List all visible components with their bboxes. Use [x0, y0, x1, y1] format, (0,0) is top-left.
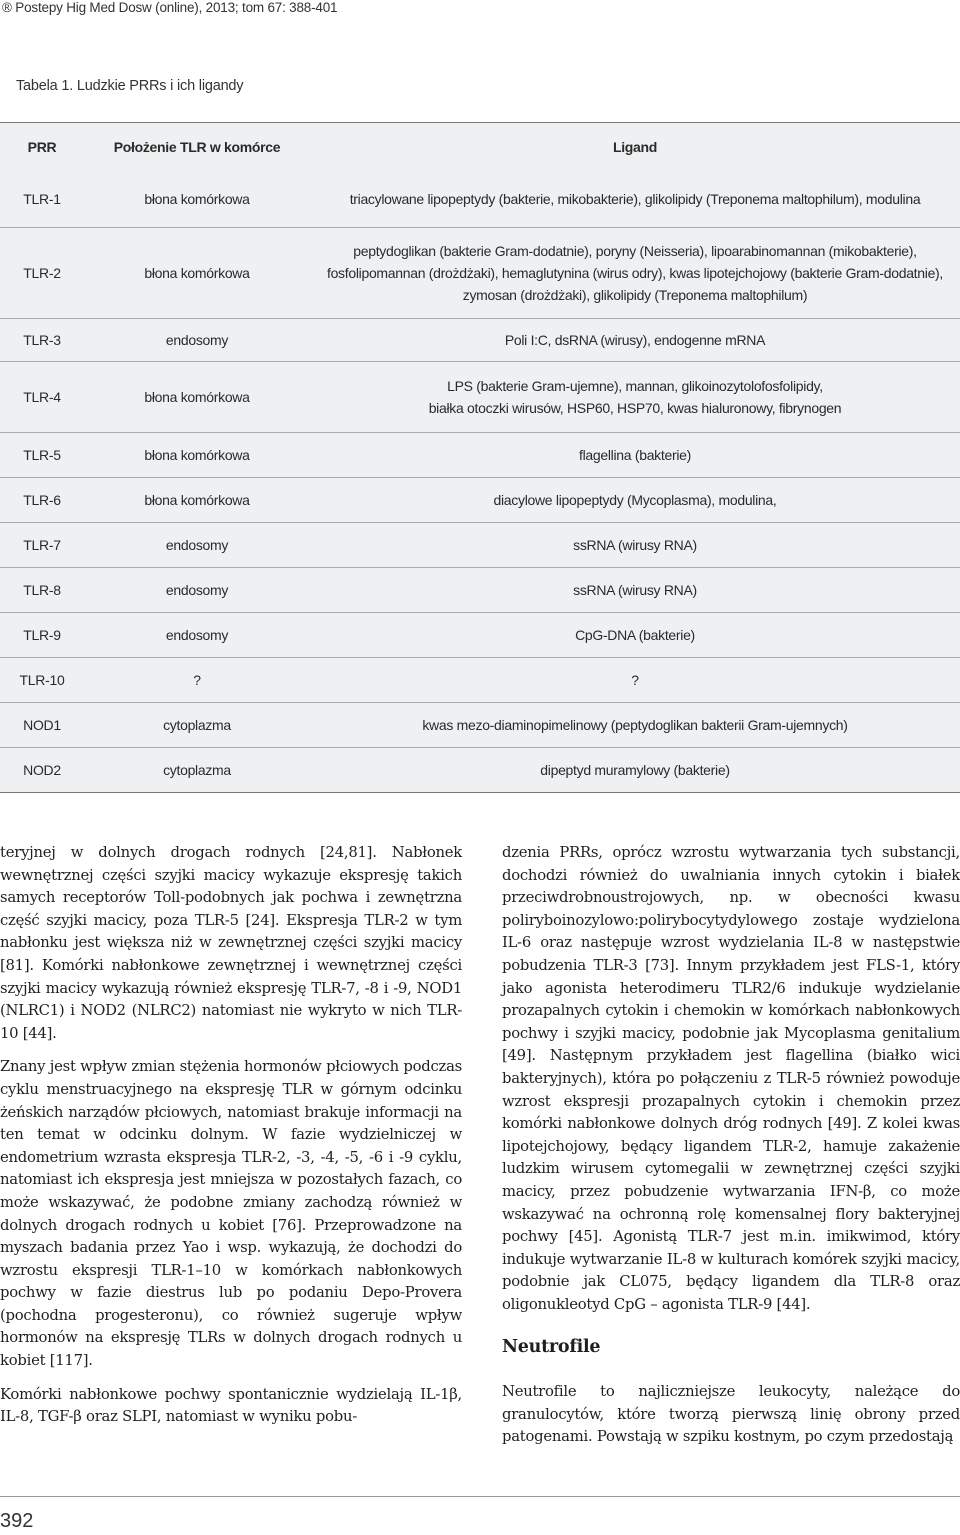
paragraph: Neutrofile to najliczniejsze leukocyty, należące do granulocytów, które tworzą pierwszą linię obrony przed patogenami. Powstają w szpiku kostnym, po czym przedostają — [502, 1383, 960, 1446]
table-row — [0, 612, 960, 657]
column-header-location: Położenie TLR w komórce — [113, 139, 281, 155]
ligand-line: ssRNA (wirusy RNA) — [573, 537, 697, 553]
ligand-line: kwas mezo-diaminopimelinowy (peptydoglikan bakterii Gram-ujemnych) — [422, 717, 848, 733]
cell-location: błona komórkowa — [144, 492, 250, 508]
cell-location: błona komórkowa — [144, 389, 250, 405]
body-column-right — [502, 842, 960, 1449]
table-row — [0, 747, 960, 792]
table-row — [0, 477, 960, 522]
cell-ligand — [310, 444, 960, 466]
cell-prr: NOD2 — [23, 762, 61, 778]
cell-location: ? — [193, 672, 201, 688]
cell-prr: TLR-7 — [23, 537, 61, 553]
cell-ligand — [310, 329, 960, 351]
table-row — [0, 227, 960, 318]
table-header-row — [0, 123, 960, 171]
cell-ligand — [310, 624, 960, 646]
table-row — [0, 171, 960, 227]
cell-prr: TLR-3 — [23, 332, 61, 348]
ligand-line: CpG-DNA (bakterie) — [575, 627, 695, 643]
table-row — [0, 702, 960, 747]
body-column-left — [0, 842, 462, 1429]
cell-prr: NOD1 — [23, 717, 61, 733]
section-heading: Neutrofile — [502, 1337, 601, 1358]
table-row — [0, 657, 960, 702]
journal-header: ® Postepy Hig Med Dosw (online), 2013; tom 67: 388-401 — [2, 0, 338, 15]
cell-prr: TLR-8 — [23, 582, 61, 598]
table-row — [0, 318, 960, 361]
cell-ligand — [310, 669, 960, 691]
table-row — [0, 522, 960, 567]
column-header-prr: PRR — [27, 139, 57, 155]
cell-prr: TLR-4 — [23, 389, 61, 405]
cell-location: endosomy — [165, 332, 229, 348]
ligand-line: zymosan (drożdżaki), glikolipidy (Treponema maltophilum) — [462, 287, 808, 303]
ligand-line: Poli I:C, dsRNA (wirusy), endogenne mRNA — [504, 332, 766, 348]
footer-rule — [0, 1496, 960, 1497]
cell-ligand — [310, 240, 960, 306]
cell-prr: TLR-2 — [23, 265, 61, 281]
paragraph: Komórki nabłonkowe pochwy spontanicznie wydzielają IL-1β, IL-8, TGF-β oraz SLPI, natomiast w wyniku pobu- — [0, 1385, 462, 1426]
ligand-line: peptydoglikan (bakterie Gram-dodatnie), poryny (Neisseria), lipoarabinomannan (mikobakterie), — [353, 243, 917, 259]
paragraph: teryjnej w dolnych drogach rodnych [24,81]. Nabłonek wewnętrznej części szyjki macicy wykazuje ekspresję takich samych receptorów Toll-podobnych jak pochwa i zewnętrzna część szyjki macicy, poza TLR-5 [24]. Ekspresja TLR-2 w tym nabłonku jest większa niż w zewnętrznej części szyjki macicy [81]. Komórki nabłonkowe zewnętrznej i wewnętrznej części szyjki macicy wykazują również ekspresję TLR-7, -8 i -9, NOD1 (NLRC1) i NOD2 (NLRC2) natomiast nie wykryto w nich TLR-10 [44]. — [0, 844, 462, 1042]
ligand-line: białka otoczki wirusów, HSP60, HSP70, kwas hialuronowy, fibrynogen — [428, 400, 842, 416]
ligand-line: diacylowe lipopeptydy (Mycoplasma), modulina, — [493, 492, 777, 508]
page-number: 392 — [0, 1510, 34, 1532]
cell-ligand — [310, 759, 960, 781]
table-row — [0, 567, 960, 612]
ligand-line: dipeptyd muramylowy (bakterie) — [540, 762, 730, 778]
cell-prr: TLR-10 — [19, 672, 65, 688]
table-row — [0, 361, 960, 432]
table-row — [0, 432, 960, 477]
cell-location: cytoplazma — [163, 717, 231, 733]
cell-location: błona komórkowa — [144, 265, 250, 281]
cell-location: endosomy — [165, 627, 229, 643]
column-header-ligand: Ligand — [612, 139, 658, 155]
ligand-line: ? — [631, 672, 639, 688]
cell-location: błona komórkowa — [144, 447, 250, 463]
cell-ligand — [310, 714, 960, 736]
cell-location: endosomy — [165, 582, 229, 598]
cell-ligand — [310, 489, 960, 511]
cell-prr: TLR-6 — [23, 492, 61, 508]
ligand-line: flagellina (bakterie) — [579, 447, 691, 463]
table-caption: Tabela 1. Ludzkie PRRs i ich ligandy — [16, 78, 244, 94]
cell-ligand — [310, 188, 960, 210]
ligand-line: ssRNA (wirusy RNA) — [573, 582, 697, 598]
ligand-line: fosfolipomannan (drożdżaki), hemaglutynina (wirus odry), kwas lipotejchojowy (bakterie Gram-dodatnie), — [326, 265, 944, 281]
cell-location: endosomy — [165, 537, 229, 553]
cell-ligand — [310, 534, 960, 556]
cell-location: cytoplazma — [163, 762, 231, 778]
table-body — [0, 171, 960, 792]
cell-prr: TLR-1 — [23, 191, 61, 207]
paragraph: Znany jest wpływ zmian stężenia hormonów płciowych podczas cyklu menstruacyjnego na ekspresję TLR w górnym odcinku żeńskich narządów płciowych, natomiast brakuje informacji na ten temat w odcinku dolnym. W fazie wydzielniczej w endometrium wzrasta ekspresja TLR-2, -3, -4, -5, -6 i -9 cyklu, natomiast ich ekspresja jest mniejsza w pozostałych fazach, co może wskazywać, że podobne zmiany zachodzą również w dolnych drogach rodnych u kobiet [76]. Przeprowadzone na myszach badania przez Yao i wsp. wykazują, że dochodzi do wzrostu ekspresji TLR-1–10 w komórkach nabłonkowych pochwy w fazie diestrus lub po podaniu Depo-Provera (pochodna progesteronu), co również sugeruje wpływ hormonów na ekspresję TLRs w dolnych drogach rodnych u kobiet [117]. — [0, 1058, 462, 1370]
prr-table — [0, 122, 960, 793]
cell-prr: TLR-5 — [23, 447, 61, 463]
cell-ligand — [310, 579, 960, 601]
cell-location: błona komórkowa — [144, 191, 250, 207]
paragraph: dzenia PRRs, oprócz wzrostu wytwarzania tych substancji, dochodzi również do uwalniania innych cytokin i białek przeciwdrobnoustrojowych, np. w obecności kwasu poliryboinozylowo:polirybocytydylowego zostaje wydzielona IL-6 oraz następuje wzrost wydzielania IL-8 w następstwie pobudzenia TLR-3 [73]. Innym przykładem jest FLS-1, który jako agonista heterodimeru TLR2/6 indukuje wydzielanie prozapalnych cytokin i chemokin w komórkach nabłonkowych pochwy i szyjki macicy, podobnie jak Mycoplasma genitalium [49]. Następnym przykładem jest flagellina (białko wici bakteryjnych), która po połączeniu z TLR-5 również powoduje wzrost ekspresji prozapalnych cytokin i chemokin przez komórki nabłonkowe dolnych dróg rodnych [49]. Z kolei kwas lipotejchojowy, będący ligandem TLR-2, hamuje zakażenie ludzkim wirusem cytomegalii w zewnętrznej części szyjki macicy, przez pobudzenie wytwarzania IFN-β, co może wskazywać na ochronną rolę komensalnej flory bakteryjnej pochwy [45]. Agonistą TLR-7 jest m.in. imikwimod, który indukuje wytwarzanie IL-8 w kulturach komórek szyjki macicy, podobnie jak CL075, będący ligandem dla TLR-8 oraz oligonukleotyd CpG – agonista TLR-9 [44]. — [502, 844, 960, 1313]
ligand-line: LPS (bakterie Gram-ujemne), mannan, glikoinozytolofosfolipidy, — [447, 378, 823, 394]
ligand-line: triacylowane lipopeptydy (bakterie, mikobakterie), glikolipidy (Treponema maltophilum), modulina — [349, 191, 921, 207]
cell-ligand — [310, 375, 960, 419]
cell-prr: TLR-9 — [23, 627, 61, 643]
